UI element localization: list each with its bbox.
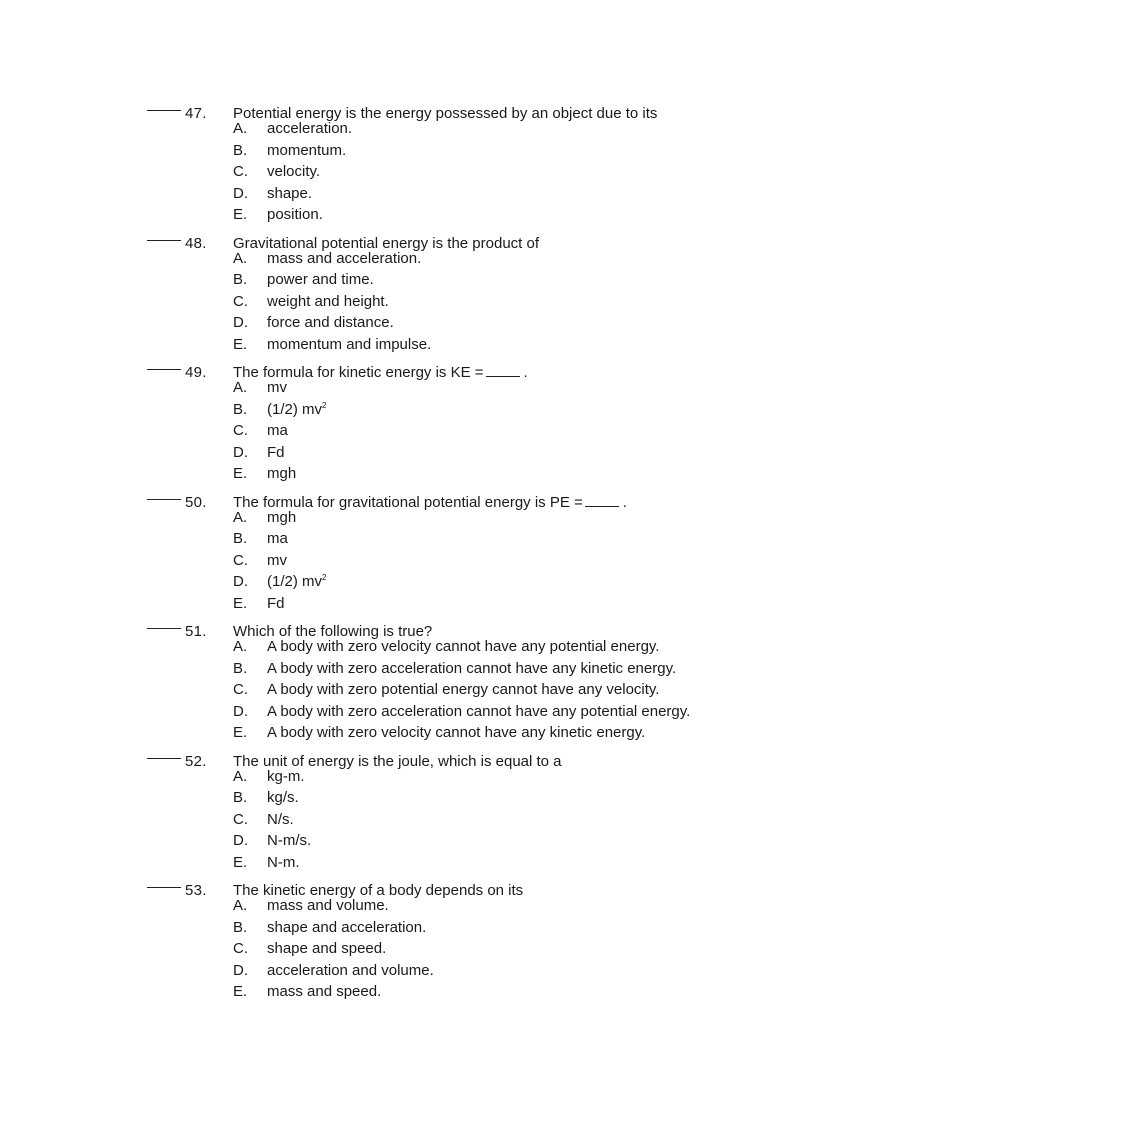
option-text: shape. <box>267 184 313 202</box>
option <box>233 701 785 723</box>
option-letter: B. <box>233 141 248 159</box>
option-text: (1/2) mv <box>267 400 323 418</box>
option-text: Fd <box>267 594 285 612</box>
option-letter: D. <box>233 832 248 849</box>
answer-blank[interactable] <box>145 355 185 377</box>
option-letter: E. <box>233 853 248 871</box>
option-text-wrapper <box>267 571 326 593</box>
question-text: Potential energy is the energy possessed by an object due to its <box>233 105 658 122</box>
option-text: mass and speed. <box>267 983 382 1000</box>
question-number: 52. <box>185 752 207 770</box>
option-letter: D. <box>233 702 248 720</box>
option <box>233 809 785 831</box>
answer-blank[interactable] <box>145 614 185 636</box>
option-letter: E. <box>233 465 248 482</box>
option <box>233 550 785 572</box>
option <box>233 183 785 205</box>
option-letter: C. <box>233 810 248 828</box>
option-letter: E. <box>233 983 248 1000</box>
option-text: acceleration and volume. <box>267 961 434 979</box>
option-text: A body with zero potential energy cannot have any velocity. <box>267 681 660 698</box>
option-letter: A. <box>233 379 248 396</box>
option-text: mass and acceleration. <box>267 249 422 267</box>
question-number: 50. <box>185 493 207 511</box>
question-stem <box>145 96 785 122</box>
question-51 <box>145 614 785 744</box>
option-letter: B. <box>233 400 248 418</box>
option-superscript: 2 <box>322 573 327 582</box>
option <box>233 938 785 960</box>
option-letter: C. <box>233 422 248 439</box>
question-number: 53. <box>185 882 207 899</box>
answer-blank[interactable] <box>145 485 185 507</box>
option <box>233 140 785 162</box>
option <box>233 593 785 615</box>
option-letter: D. <box>233 443 248 461</box>
option-letter: E. <box>233 594 248 612</box>
question-text-end: . <box>523 364 528 381</box>
answer-blank[interactable] <box>145 96 185 118</box>
option <box>233 658 785 680</box>
option <box>233 852 785 874</box>
option-letter: A. <box>233 120 248 137</box>
question-number: 51. <box>185 623 207 640</box>
option <box>233 291 785 313</box>
option-text: ma <box>267 422 288 439</box>
question-number: 48. <box>185 234 207 252</box>
option-text-wrapper <box>267 399 326 421</box>
option-text: position. <box>267 206 323 223</box>
option-text: Fd <box>267 443 285 461</box>
option-list <box>233 248 785 356</box>
question-50 <box>145 485 785 615</box>
option-letter: C. <box>233 163 248 180</box>
option-letter: E. <box>233 206 248 223</box>
option-letter: E. <box>233 724 248 741</box>
option <box>233 981 785 1003</box>
question-text: The kinetic energy of a body depends on its <box>233 882 524 899</box>
question-stem <box>145 226 785 252</box>
option-letter: B. <box>233 659 248 677</box>
option-letter: A. <box>233 638 248 655</box>
question-stem <box>145 744 785 770</box>
option <box>233 636 785 658</box>
question-stem <box>145 873 785 899</box>
option <box>233 269 785 291</box>
option-list <box>233 636 785 744</box>
answer-blank[interactable] <box>145 226 185 248</box>
question-stem <box>145 485 785 511</box>
quiz-page <box>145 96 785 1003</box>
option-text: N/s. <box>267 810 294 828</box>
option <box>233 722 785 744</box>
option <box>233 204 785 226</box>
option-letter: C. <box>233 551 248 569</box>
answer-blank[interactable] <box>145 873 185 895</box>
option-letter: D. <box>233 314 248 331</box>
question-text: The unit of energy is the joule, which is equal to a <box>233 752 562 770</box>
question-text: The formula for gravitational potential energy is PE = <box>233 493 583 511</box>
question-number: 47. <box>185 105 207 122</box>
question-49 <box>145 355 785 485</box>
option <box>233 787 785 809</box>
option-text: weight and height. <box>267 292 389 310</box>
option-list <box>233 766 785 874</box>
option-text: shape and acceleration. <box>267 918 427 936</box>
option-letter: C. <box>233 681 248 698</box>
option-text: mgh <box>267 465 297 482</box>
option-letter: E. <box>233 335 248 353</box>
option-text: (1/2) mv <box>267 573 323 590</box>
option-text: force and distance. <box>267 314 394 331</box>
option <box>233 161 785 183</box>
option-letter: B. <box>233 271 248 288</box>
option-letter: A. <box>233 508 248 526</box>
option-list <box>233 507 785 615</box>
option-text: momentum and impulse. <box>267 335 432 353</box>
option-text: mv <box>267 551 287 569</box>
question-stem <box>145 614 785 640</box>
option-text: acceleration. <box>267 120 353 137</box>
question-stem <box>145 355 785 381</box>
option <box>233 917 785 939</box>
option-letter: B. <box>233 918 248 936</box>
answer-blank[interactable] <box>145 744 185 766</box>
option <box>233 399 785 421</box>
option-text: momentum. <box>267 141 347 159</box>
option <box>233 442 785 464</box>
option <box>233 960 785 982</box>
option-letter: D. <box>233 184 248 202</box>
fill-in-blank <box>486 366 520 377</box>
option-text: mass and volume. <box>267 897 389 914</box>
option <box>233 528 785 550</box>
question-text-end: . <box>622 493 627 511</box>
option <box>233 312 785 334</box>
question-52 <box>145 744 785 874</box>
option-text: kg-m. <box>267 767 305 785</box>
question-text: Which of the following is true? <box>233 623 433 640</box>
option-text: shape and speed. <box>267 940 387 957</box>
option-text: power and time. <box>267 271 374 288</box>
option-text: A body with zero acceleration cannot have any potential energy. <box>267 702 691 720</box>
option <box>233 420 785 442</box>
option <box>233 830 785 852</box>
option-list <box>233 118 785 226</box>
question-47 <box>145 96 785 226</box>
option-letter: D. <box>233 573 248 590</box>
option-text: ma <box>267 530 288 547</box>
fill-in-blank <box>585 496 619 507</box>
option-text: N-m. <box>267 853 300 871</box>
option-letter: B. <box>233 530 248 547</box>
option-list <box>233 377 785 485</box>
option <box>233 334 785 356</box>
option <box>233 679 785 701</box>
option-superscript: 2 <box>322 400 327 410</box>
option-letter: C. <box>233 940 248 957</box>
option-text: A body with zero acceleration cannot have any kinetic energy. <box>267 659 677 677</box>
option-text: velocity. <box>267 163 321 180</box>
option-text: mv <box>267 379 287 396</box>
option-letter: C. <box>233 292 248 310</box>
option-letter: D. <box>233 961 248 979</box>
question-53 <box>145 873 785 1003</box>
question-48 <box>145 226 785 356</box>
option-text: kg/s. <box>267 789 299 806</box>
option-letter: A. <box>233 767 248 785</box>
option-letter: B. <box>233 789 248 806</box>
option-list <box>233 895 785 1003</box>
question-text: Gravitational potential energy is the product of <box>233 234 540 252</box>
question-number: 49. <box>185 364 207 381</box>
option-text: A body with zero velocity cannot have any potential energy. <box>267 638 660 655</box>
option-text: A body with zero velocity cannot have any kinetic energy. <box>267 724 646 741</box>
option <box>233 463 785 485</box>
option-text: N-m/s. <box>267 832 312 849</box>
option-text: mgh <box>267 508 297 526</box>
question-text: The formula for kinetic energy is KE = <box>233 364 484 381</box>
option-letter: A. <box>233 897 248 914</box>
option-letter: A. <box>233 249 248 267</box>
option <box>233 571 785 593</box>
